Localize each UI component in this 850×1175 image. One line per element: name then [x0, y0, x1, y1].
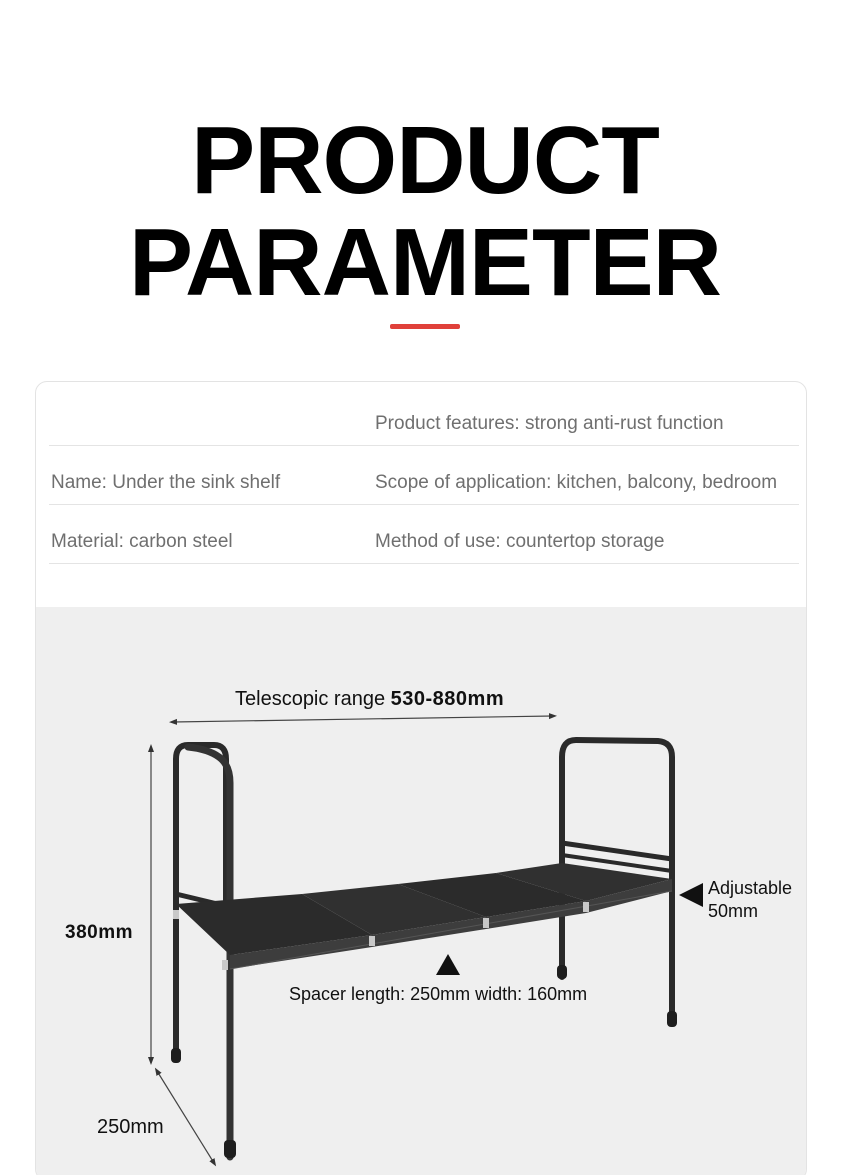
left-foot-front	[224, 1140, 236, 1158]
page-title-line-2: PARAMETER	[129, 209, 721, 316]
telescopic-range-label: Telescopic range 530-880mm	[235, 688, 505, 710]
spec-row	[49, 446, 799, 505]
product-parameter-card	[35, 381, 807, 1175]
right-foot-front	[667, 1011, 677, 1027]
spec-material: Material: carbon steel	[51, 531, 233, 552]
depth-dimension-line	[157, 1071, 214, 1163]
panel-clip	[369, 936, 375, 946]
left-foot-back	[171, 1048, 181, 1063]
adjustable-label: Adjustable 50mm	[708, 878, 793, 921]
adjustable-indicator-triangle	[679, 883, 703, 907]
spec-product-features: Product features: strong anti-rust function	[375, 413, 724, 434]
depth-dimension-label: 250mm	[97, 1116, 164, 1138]
height-dimension-label: 380mm	[65, 922, 133, 943]
panel-clip	[583, 902, 589, 912]
panel-clip	[222, 960, 228, 970]
spacer-indicator-triangle	[436, 954, 460, 975]
spec-scope-of-application: Scope of application: kitchen, balcony, bedroom	[375, 472, 778, 493]
title-accent-bar	[390, 324, 460, 329]
telescopic-range-value: 530-880mm	[390, 688, 505, 710]
panel-clip	[483, 918, 489, 928]
spec-name: Name: Under the sink shelf	[51, 472, 281, 493]
spec-row	[49, 505, 799, 564]
spec-row	[49, 387, 799, 446]
right-foot-back	[557, 965, 567, 979]
telescopic-dimension-line	[173, 716, 553, 722]
spec-method-of-use: Method of use: countertop storage	[375, 531, 665, 552]
page-title-line-1: PRODUCT	[191, 107, 659, 214]
product-dimension-image	[36, 607, 807, 1175]
panel-clip	[173, 910, 179, 919]
spacer-size-label: Spacer length: 250mm width: 160mm	[289, 984, 588, 1004]
